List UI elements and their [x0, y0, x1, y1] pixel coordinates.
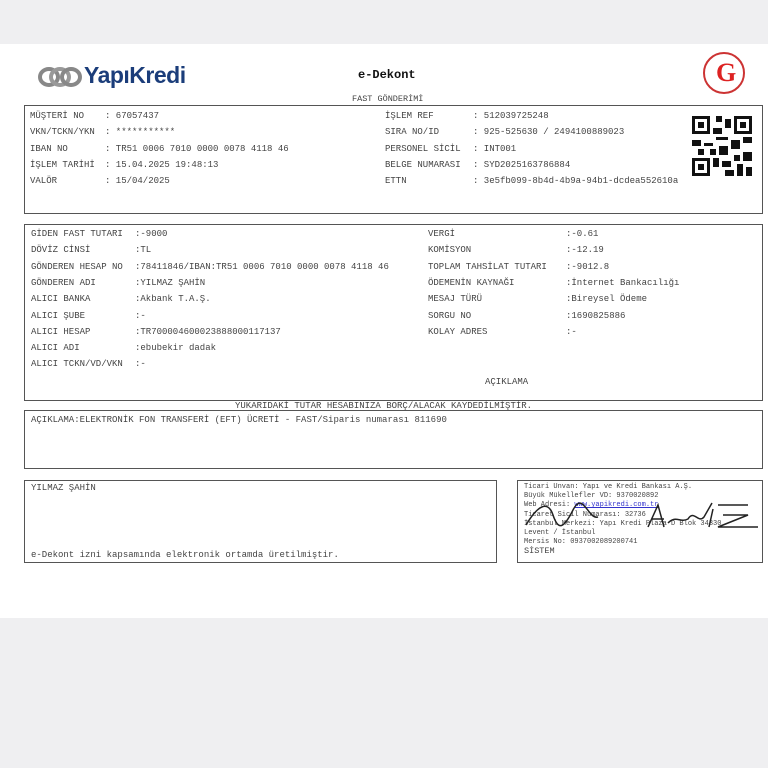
- head-office: İstanbul Merkezi: Yapı Kredi Plaza D Blok 34330: [524, 519, 722, 528]
- field-value: :-: [135, 310, 146, 321]
- trade-registry: Ticaret Sicil Numarası: 32736: [524, 510, 646, 519]
- field-value: :TL: [135, 245, 152, 256]
- field-label: İŞLEM REF: [385, 111, 434, 121]
- field-label: BELGE NUMARASI: [385, 159, 461, 170]
- field-value: :-9012.8: [566, 261, 610, 272]
- brand-name: YapıKredi: [84, 62, 186, 88]
- field-value: :Bireysel Ödeme: [566, 294, 648, 305]
- field-label: VERGİ: [428, 229, 456, 239]
- aciklama-heading: AÇIKLAMA: [485, 377, 529, 387]
- field-value: :Akbank T.A.Ş.: [135, 294, 211, 305]
- field-label: GÖNDEREN ADI: [31, 277, 96, 288]
- seal-logo: G: [703, 52, 745, 94]
- field-value: :-: [135, 359, 146, 370]
- transaction-info-box: [24, 105, 763, 214]
- mersis-no: Mersis No: 0937002089200741: [524, 538, 638, 547]
- field-value: :TR700004600023888000117137: [135, 326, 281, 337]
- description-text: AÇIKLAMA:ELEKTRONİK FON TRANSFERİ (EFT) ÜCRETİ - FAST/Siparis numarası 811690: [31, 415, 447, 425]
- field-label: IBAN NO: [30, 143, 68, 154]
- document-title: e-Dekont: [358, 68, 416, 82]
- receipt-document: [0, 44, 768, 618]
- field-label: ALICI ŞUBE: [31, 310, 86, 321]
- field-label: TOPLAM TAHSİLAT TUTARI: [428, 261, 547, 272]
- field-label: MÜŞTERİ NO: [30, 111, 85, 121]
- field-value: : SYD2025163786884: [473, 159, 571, 170]
- field-value: : ***********: [105, 127, 176, 138]
- field-value: :-: [566, 326, 577, 337]
- field-label: GİDEN FAST TUTARI: [31, 229, 123, 239]
- field-label: İŞLEM TARİHİ: [30, 159, 95, 170]
- qr-code-icon: [692, 116, 752, 176]
- field-label: GÖNDEREN HESAP NO: [31, 261, 123, 272]
- field-value: :-9000: [135, 229, 168, 239]
- field-label: ETTN: [385, 176, 407, 187]
- system-label: SİSTEM: [524, 546, 555, 557]
- bank-footer-box: [517, 480, 763, 563]
- field-value: :ebubekir dadak: [135, 343, 217, 354]
- field-label: ALICI ADI: [31, 343, 80, 354]
- field-value: : 512039725248: [473, 111, 549, 121]
- e-dekont-note: e-Dekont izni kapsamında elektronik ortamda üretilmiştir.: [31, 550, 339, 560]
- customer-footer-box: [24, 480, 497, 563]
- transfer-details-box: [24, 224, 763, 401]
- bank-website-link[interactable]: www.yapikredi.com.tr: [574, 501, 659, 510]
- field-value: : 15/04/2025: [105, 176, 170, 187]
- field-label: MESAJ TÜRÜ: [428, 294, 483, 305]
- logo-mark-icon: [38, 66, 82, 88]
- signature-image: [518, 495, 762, 538]
- web-label: Web Adresi:: [524, 501, 575, 510]
- field-value: : 15.04.2025 19:48:13: [105, 159, 219, 170]
- field-label: SIRA NO/ID: [385, 127, 440, 138]
- bank-tax-office: Büyük Mükellefler VD: 9370020892: [524, 492, 659, 501]
- field-value: :-12.19: [566, 245, 604, 256]
- field-label: ALICI BANKA: [31, 294, 91, 305]
- field-value: :YILMAZ ŞAHİN: [135, 277, 206, 288]
- customer-name: YILMAZ ŞAHİN: [31, 483, 96, 493]
- field-value: :-0.61: [566, 229, 599, 239]
- field-label: ALICI TCKN/VD/VKN: [31, 359, 123, 370]
- yapikredi-logo: [38, 62, 186, 89]
- description-box: [24, 410, 763, 469]
- field-label: VKN/TCKN/YKN: [30, 127, 95, 138]
- field-value: :İnternet Bankacılığı: [566, 277, 680, 288]
- head-office-city: Levent / İstanbul: [524, 529, 596, 538]
- field-label: ÖDEMENİN KAYNAĞI: [428, 277, 515, 288]
- field-value: :1690825886: [566, 310, 626, 321]
- bank-trade-name: Ticari Unvan: Yapı ve Kredi Bankası A.Ş.: [524, 483, 693, 491]
- field-label: KOMİSYON: [428, 245, 472, 256]
- field-value: : 925-525630 / 2494100889023: [473, 127, 625, 138]
- notice-text: YUKARIDAKİ TUTAR HESABINIZA BORÇ/ALACAK KAYDEDİLMİŞTİR.: [235, 401, 533, 411]
- field-label: DÖVİZ CİNSİ: [31, 245, 91, 256]
- document-subtitle: FAST GÖNDERİMİ: [352, 94, 424, 104]
- field-value: : TR51 0006 7010 0000 0078 4118 46: [105, 143, 289, 154]
- field-label: PERSONEL SİCİL: [385, 143, 461, 154]
- field-value: :78411846/IBAN:TR51 0006 7010 0000 0078 4118 46: [135, 261, 389, 272]
- field-label: ALICI HESAP: [31, 326, 91, 337]
- field-value: : INT001: [473, 143, 517, 154]
- field-label: KOLAY ADRES: [428, 326, 488, 337]
- field-label: VALÖR: [30, 176, 58, 187]
- field-value: : 67057437: [105, 111, 160, 121]
- field-label: SORGU NO: [428, 310, 472, 321]
- field-value: : 3e5fb099-8b4d-4b9a-94b1-dcdea552610a: [473, 176, 679, 187]
